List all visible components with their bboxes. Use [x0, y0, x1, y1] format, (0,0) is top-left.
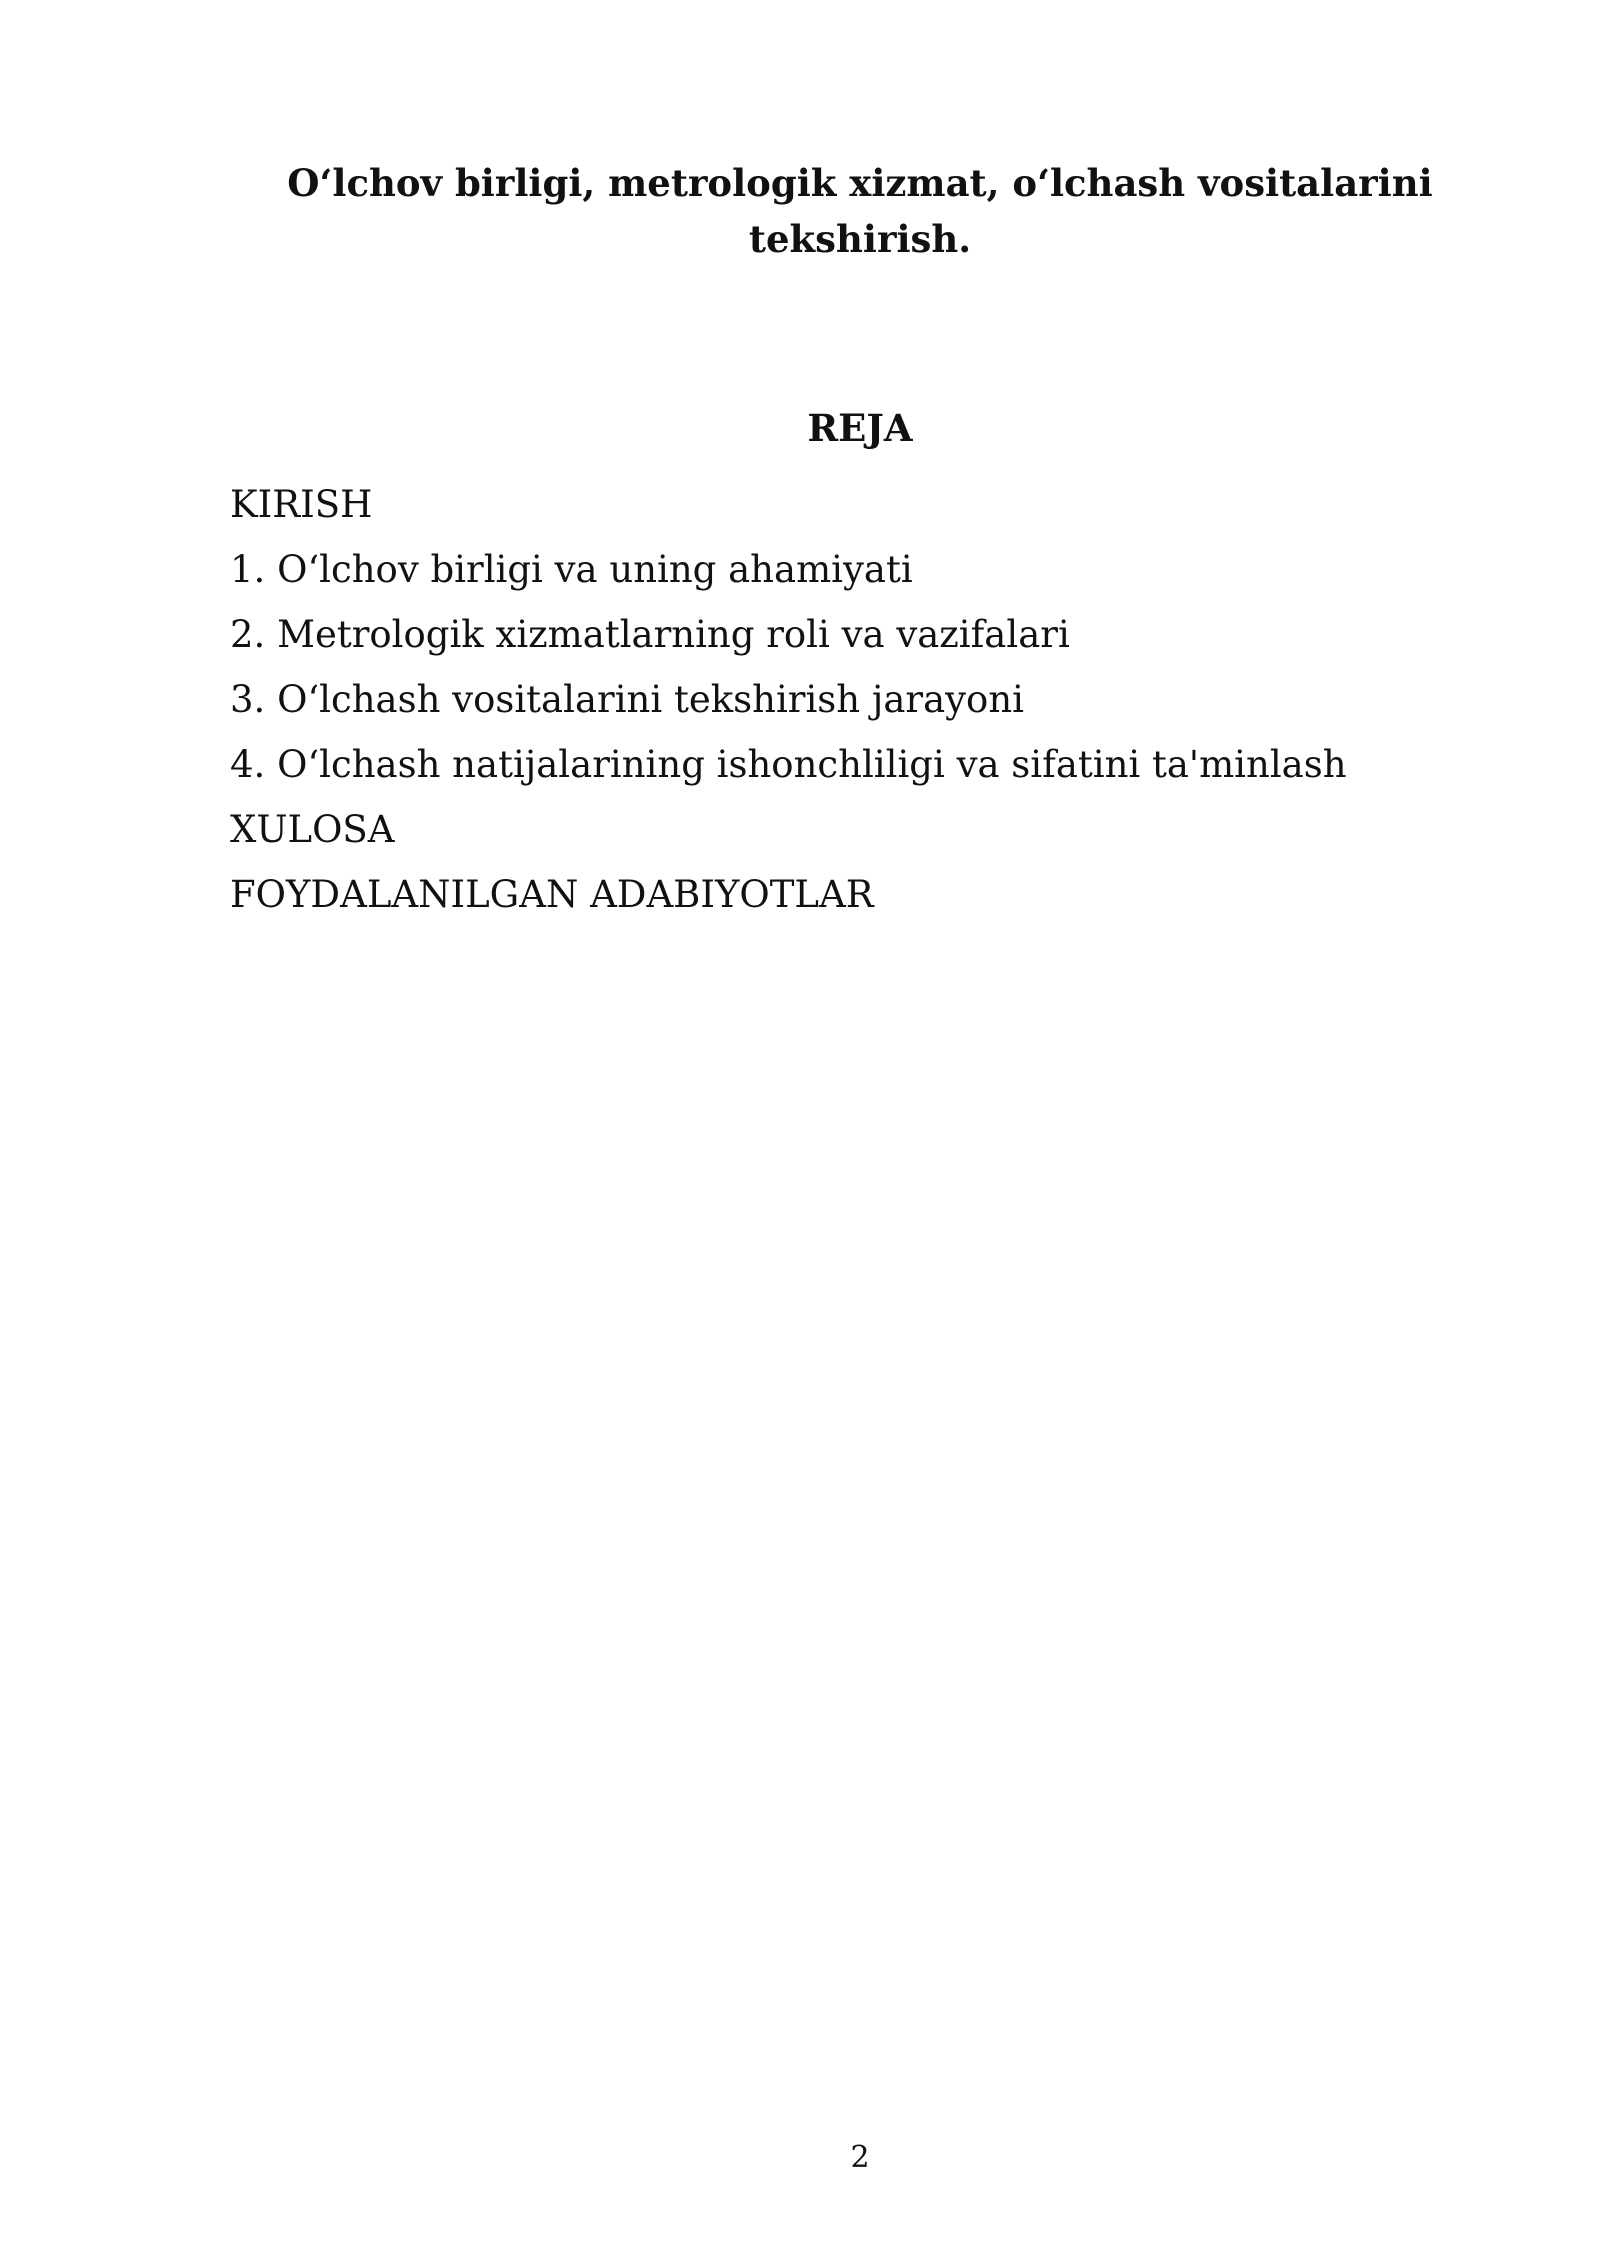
plan-item-introduction: KIRISH [230, 483, 373, 526]
plan-item-2: 2. Metrologik xizmatlarning roli va vazifalari [230, 613, 1070, 656]
plan-item-references: FOYDALANILGAN ADABIYOTLAR [230, 873, 874, 916]
plan-list [230, 472, 1490, 927]
document-title: O‘lchov birligi, metrologik xizmat, o‘lchash vositalarini tekshirish. [287, 161, 1433, 261]
plan-item-4: 4. O‘lchash natijalarining ishonchliligi va sifatini ta'minlash [230, 743, 1347, 786]
plan-item-conclusion: XULOSA [230, 808, 395, 851]
page-number: 2 [850, 2140, 870, 2175]
plan-item-1: 1. O‘lchov birligi va uning ahamiyati [230, 548, 913, 591]
plan-heading: REJA [807, 406, 913, 450]
plan-item-3: 3. O‘lchash vositalarini tekshirish jarayoni [230, 678, 1025, 721]
